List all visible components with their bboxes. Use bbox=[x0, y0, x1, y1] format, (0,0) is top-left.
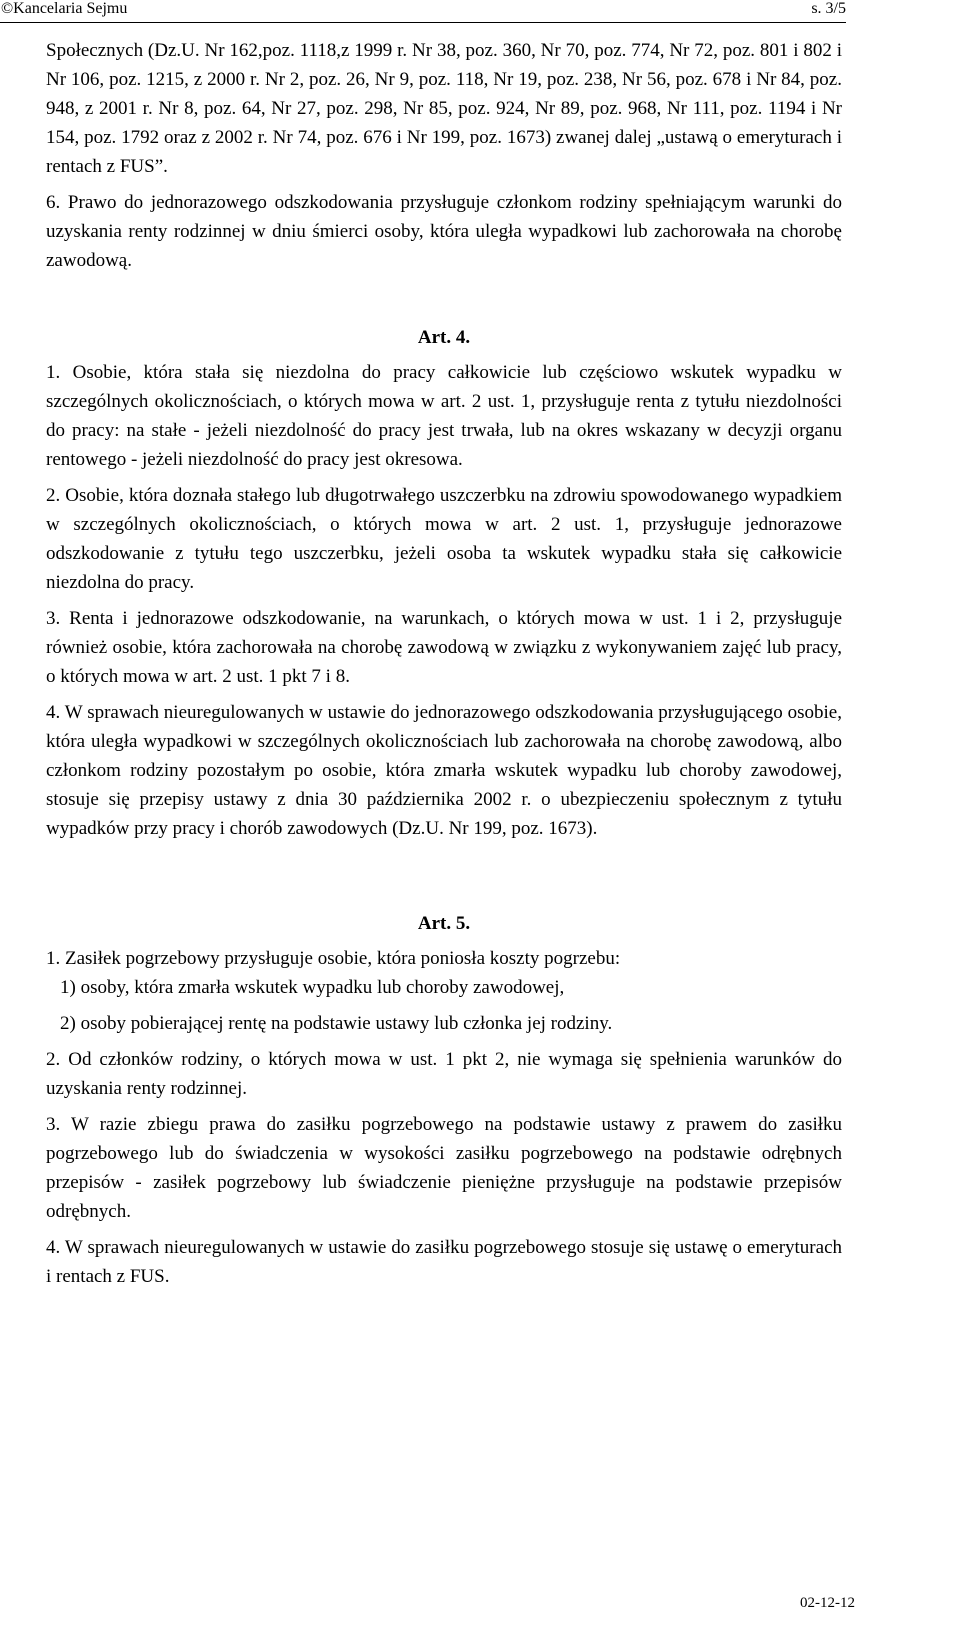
article-5-paragraph-3: 3. W razie zbiegu prawa do zasiłku pogrzebowego na podstawie ustawy z prawem do zasiłku pogrzebowego lub do świadczenia w wysokości zasiłku pogrzebowego na podstawie odrębnych przepisów - zasiłek pogrzebowy lub świadczenie pieniężne przysługuje na podstawie przepisów odrębnych. bbox=[46, 1114, 842, 1222]
article-4-heading: Art. 4. bbox=[417, 327, 471, 348]
footer-date: 02-12-12 bbox=[800, 1595, 855, 1611]
article-4-paragraph-3: 3. Renta i jednorazowe odszkodowanie, na warunkach, o których mowa w ust. 1 i 2, przysługuje również osobie, która zachorowała na chorobę zawodową w związku z wykonywaniem zajęć lub pracy, o których mowa w art. 2 ust. 1 pkt 7 i 8. bbox=[46, 608, 842, 687]
page-header bbox=[0, 0, 846, 23]
article-4-paragraph-4: 4. W sprawach nieuregulowanych w ustawie do jednorazowego odszkodowania przysługującego osobie, która uległa wypadkowi w szczególnych okolicznościach lub zachorowała na chorobę zawodową, albo członkom rodziny pozostałym po osobie, która zmarła wskutek wypadku lub choroby zawodowej, stosuje się przepisy ustawy z dnia 30 października 2002 r. o ubezpieczeniu społecznym z tytułu wypadków przy pracy i chorób zawodowych (Dz.U. Nr 199, poz. 1673). bbox=[46, 702, 842, 839]
article-5-paragraph-4: 4. W sprawach nieuregulowanych w ustawie do zasiłku pogrzebowego stosuje się ustawę o emeryturach i rentach z FUS. bbox=[46, 1237, 842, 1287]
article-4-paragraph-1: 1. Osobie, która stała się niezdolna do pracy całkowicie lub częściowo wskutek wypadku w szczególnych okolicznościach, o których mowa w art. 2 ust. 1, przysługuje renta z tytułu niezdolności do pracy: na stałe - jeżeli niezdolność do pracy jest trwała, lub na okres wskazany w decyzji organu rentowego - jeżeli niezdolność do pracy jest okresowa. bbox=[46, 362, 842, 470]
continuation-paragraph: Społecznych (Dz.U. Nr 162,poz. 1118,z 1999 r. Nr 38, poz. 360, Nr 70, poz. 774, Nr 72, poz. 801 i 802 i Nr 106, poz. 1215, z 2000 r. Nr 2, poz. 26, Nr 9, poz. 118, Nr 19, poz. 238, Nr 56, poz. 678 i Nr 84, poz. 948, z 2001 r. Nr 8, poz. 64, Nr 27, poz. 298, Nr 85, poz. 924, Nr 89, poz. 968, Nr 111, poz. 1194 i Nr 154, poz. 1792 oraz z 2002 r. Nr 74, poz. 676 i Nr 199, poz. 1673) zwanej dalej „ustawą o emeryturach i rentach z FUS”. bbox=[46, 40, 842, 177]
copyright-label: ©Kancelaria Sejmu bbox=[1, 0, 128, 17]
document-body bbox=[46, 36, 842, 1298]
page-number: s. 3/5 bbox=[811, 0, 846, 17]
article-5-point-1: 1) osoby, która zmarła wskutek wypadku lub choroby zawodowej, bbox=[60, 977, 565, 998]
article-5-point-2: 2) osoby pobierającej rentę na podstawie ustawy lub członka jej rodziny. bbox=[60, 1013, 613, 1034]
article-4-paragraph-2: 2. Osobie, która doznała stałego lub długotrwałego uszczerbku na zdrowiu spowodowanego wypadkiem w szczególnych okolicznościach, o których mowa w art. 2 ust. 1, przysługuje jednorazowe odszkodowanie z tytułu tego uszczerbku, jeżeli osoba ta wskutek wypadku stała się całkowicie niezdolna do pracy. bbox=[46, 485, 842, 593]
article-5-paragraph-1: 1. Zasiłek pogrzebowy przysługuje osobie, która poniosła koszty pogrzebu: bbox=[46, 948, 621, 969]
paragraph-6: 6. Prawo do jednorazowego odszkodowania przysługuje członkom rodziny spełniającym warunki do uzyskania renty rodzinnej w dniu śmierci osoby, która uległa wypadkowi lub zachorowała na chorobę zawodową. bbox=[46, 192, 842, 271]
article-5-paragraph-2: 2. Od członków rodziny, o których mowa w ust. 1 pkt 2, nie wymaga się spełnienia warunków do uzyskania renty rodzinnej. bbox=[46, 1049, 842, 1099]
article-5-heading: Art. 5. bbox=[417, 913, 471, 934]
